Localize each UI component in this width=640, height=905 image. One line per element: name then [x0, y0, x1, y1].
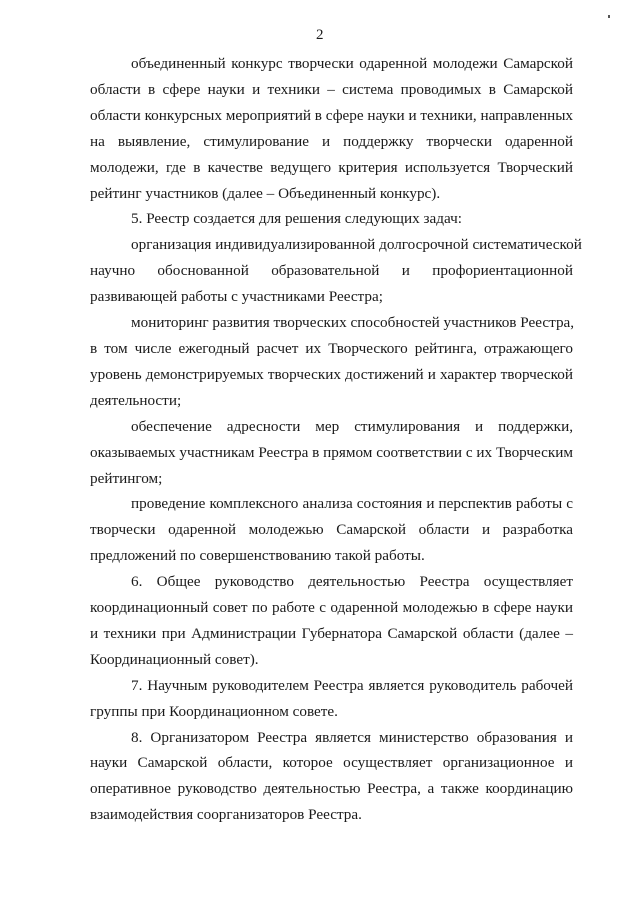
text-line: молодежи, где в качестве ведущего критерия используется Творческий — [90, 158, 573, 176]
text-line: 8. Организатором Реестра является министерство образования и — [131, 728, 573, 746]
text-line: на выявление, стимулирование и поддержку творчески одаренной — [90, 132, 573, 150]
text-line: оперативное руководство деятельностью Реестра, а также координацию — [90, 780, 573, 798]
text-line: оказываемых участникам Реестра в прямом соответствии с их Творческим — [90, 443, 573, 461]
text-line: группы при Координационном совете. — [90, 702, 338, 720]
text-line: координационный совет по работе с одаренной молодежью в сфере науки — [90, 599, 573, 617]
document-body — [90, 51, 582, 828]
paragraph-item-7 — [90, 673, 573, 725]
text-line: рейтинг участников (далее – Объединенный конкурс). — [90, 184, 441, 202]
paragraph-item-6 — [90, 569, 573, 673]
text-line: развивающей работы с участниками Реестра; — [90, 288, 383, 306]
page-number: 2 — [316, 27, 324, 43]
scan-artifact — [608, 15, 610, 18]
text-line: 6. Общее руководство деятельностью Реестра осуществляет — [131, 573, 573, 591]
paragraph-task-3 — [90, 414, 573, 492]
text-line: проведение комплексного анализа состояния и перспектив работы с — [131, 495, 573, 513]
paragraph-task-2 — [90, 310, 573, 414]
text-line: области конкурсных мероприятий в сфере науки и техники, направленных — [90, 106, 573, 124]
text-line: уровень демонстрируемых творческих достижений и характер творческой — [90, 365, 573, 383]
paragraph-item-5 — [90, 206, 573, 232]
paragraph-item-8 — [90, 725, 573, 829]
text-line: деятельности; — [90, 391, 182, 409]
text-line: рейтингом; — [90, 469, 163, 487]
text-line: области в сфере науки и техники – система проводимых в Самарской — [90, 80, 573, 98]
text-line: творчески одаренной молодежью Самарской области и разработка — [90, 521, 573, 539]
text-line: обеспечение адресности мер стимулирования и поддержки, — [131, 417, 573, 435]
text-line: Координационный совет). — [90, 650, 259, 668]
text-line: и техники при Администрации Губернатора Самарской области (далее – — [90, 624, 573, 642]
text-line: 5. Реестр создается для решения следующих задач: — [131, 210, 462, 228]
text-line: в том числе ежегодный расчет их Творческого рейтинга, отражающего — [90, 339, 573, 357]
text-line: организация индивидуализированной долгосрочной систематической — [131, 236, 582, 254]
text-line: научно обоснованной образовательной и профориентационной — [90, 262, 573, 280]
text-line: 7. Научным руководителем Реестра является руководитель рабочей — [131, 676, 573, 694]
paragraph-definition — [90, 51, 573, 206]
text-line: мониторинг развития творческих способностей участников Реестра, — [131, 314, 575, 332]
text-line: предложений по совершенствованию такой работы. — [90, 547, 425, 565]
paragraph-task-1 — [90, 232, 582, 310]
text-line: объединенный конкурс творчески одаренной молодежи Самарской — [131, 55, 573, 72]
paragraph-task-4 — [90, 491, 573, 569]
text-line: взаимодействия соорганизаторов Реестра. — [90, 806, 362, 824]
text-line: науки Самарской области, которое осуществляет организационное и — [90, 754, 573, 772]
